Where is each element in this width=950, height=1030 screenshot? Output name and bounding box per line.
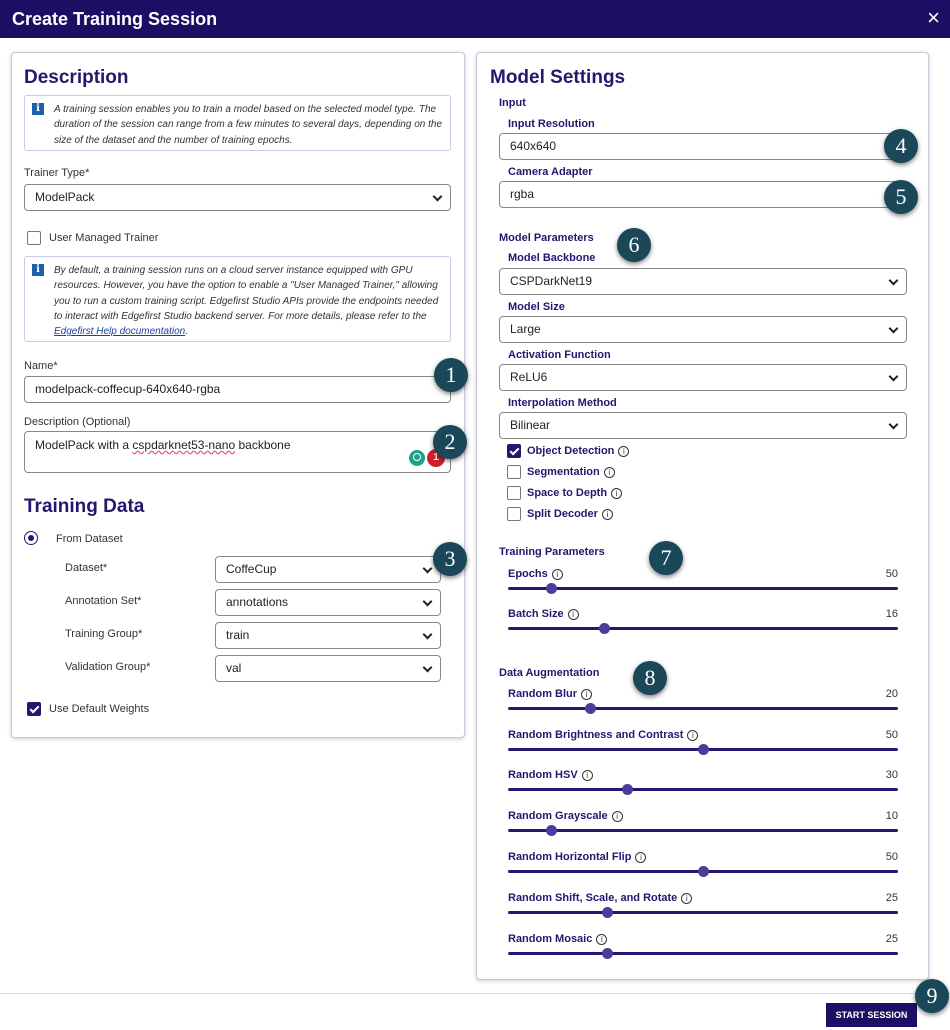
model-parameters-heading: Model Parameters: [499, 232, 594, 244]
slider-track[interactable]: [508, 587, 898, 590]
object-detection-checkbox[interactable]: [507, 444, 521, 458]
training-data-heading: Training Data: [24, 496, 145, 517]
model-settings-heading: Model Settings: [490, 67, 626, 88]
description-textarea[interactable]: ModelPack with a cspdarknet53-nano backbone: [24, 431, 451, 473]
input-resolution-input[interactable]: 640x640: [499, 133, 907, 160]
annotation-set-label: Annotation Set*: [65, 595, 142, 607]
info-circle-icon[interactable]: i: [604, 467, 615, 478]
random-brightness-contrast-slider[interactable]: [508, 729, 898, 757]
space-to-depth-label: Space to Depth i: [527, 487, 622, 499]
info-icon: i: [32, 264, 44, 276]
slider-value: 25: [885, 892, 898, 904]
split-decoder-label: Split Decoder i: [527, 508, 613, 520]
info-circle-icon[interactable]: i: [611, 488, 622, 499]
from-dataset-label: From Dataset: [56, 533, 123, 545]
user-managed-label: User Managed Trainer: [49, 232, 159, 244]
from-dataset-radio[interactable]: [24, 531, 38, 545]
slider-label: Random Blur i: [508, 688, 592, 700]
annotation-badge-5: 5: [884, 180, 918, 214]
description-optional-label: Description (Optional): [24, 416, 131, 428]
trainer-type-label: Trainer Type*: [24, 167, 90, 179]
slider-label: Epochs i: [508, 568, 563, 580]
info-circle-icon[interactable]: i: [602, 509, 613, 520]
activation-function-select[interactable]: ReLU6: [499, 364, 907, 391]
model-size-select[interactable]: Large: [499, 316, 907, 343]
default-weights-label: Use Default Weights: [49, 703, 150, 715]
slider-track[interactable]: [508, 707, 898, 710]
grammar-assistant-icon[interactable]: [409, 450, 425, 466]
info-circle-icon[interactable]: i: [618, 446, 629, 457]
slider-thumb[interactable]: [599, 623, 610, 634]
random-mosaic-slider[interactable]: [508, 933, 898, 961]
annotation-badge-7: 7: [649, 541, 683, 575]
input-heading: Input: [499, 97, 526, 109]
annotation-badge-2: 2: [433, 425, 467, 459]
slider-label: Random Brightness and Contrast i: [508, 729, 698, 741]
slider-thumb[interactable]: [602, 948, 613, 959]
dataset-select[interactable]: CoffeCup: [215, 556, 441, 583]
annotation-badge-6: 6: [617, 228, 651, 262]
training-group-label: Training Group*: [65, 628, 143, 640]
data-augmentation-heading: Data Augmentation: [499, 667, 600, 679]
dialog-footer: [0, 993, 950, 1030]
camera-adapter-input[interactable]: rgba: [499, 181, 907, 208]
info-circle-icon[interactable]: i: [582, 770, 593, 781]
slider-track[interactable]: [508, 788, 898, 791]
slider-value: 50: [885, 851, 898, 863]
slider-value: 30: [885, 769, 898, 781]
close-icon[interactable]: ×: [927, 5, 940, 30]
batch-size-slider[interactable]: [508, 608, 898, 636]
object-detection-label: Object Detection i: [527, 445, 629, 457]
info-circle-icon[interactable]: i: [635, 852, 646, 863]
model-backbone-select[interactable]: CSPDarkNet19: [499, 268, 907, 295]
slider-label: Random Grayscale i: [508, 810, 623, 822]
random-hsv-slider[interactable]: [508, 769, 898, 797]
training-group-select[interactable]: train: [215, 622, 441, 649]
validation-group-select[interactable]: val: [215, 655, 441, 682]
help-documentation-link[interactable]: Edgefirst Help documentation: [54, 326, 186, 338]
dialog-title: Create Training Session: [12, 9, 218, 29]
annotation-badge-4: 4: [884, 129, 918, 163]
user-managed-info-box: [24, 256, 451, 342]
trainer-type-select[interactable]: ModelPack: [24, 184, 451, 211]
info-circle-icon[interactable]: i: [687, 730, 698, 741]
interpolation-method-label: Interpolation Method: [508, 397, 617, 409]
slider-thumb[interactable]: [698, 866, 709, 877]
slider-track[interactable]: [508, 829, 898, 832]
annotation-badge-3: 3: [433, 542, 467, 576]
slider-thumb[interactable]: [622, 784, 633, 795]
slider-thumb[interactable]: [546, 583, 557, 594]
slider-label: Batch Size i: [508, 608, 579, 620]
info-circle-icon[interactable]: i: [581, 689, 592, 700]
description-heading: Description: [24, 67, 129, 88]
default-weights-checkbox[interactable]: [27, 702, 41, 716]
slider-label: Random Horizontal Flip i: [508, 851, 646, 863]
name-input[interactable]: modelpack-coffecup-640x640-rgba: [24, 376, 451, 403]
info-circle-icon[interactable]: i: [552, 569, 563, 580]
slider-thumb[interactable]: [698, 744, 709, 755]
segmentation-label: Segmentation i: [527, 466, 615, 478]
validation-group-label: Validation Group*: [65, 661, 151, 673]
random-blur-slider[interactable]: [508, 688, 898, 716]
dialog-titlebar: [0, 0, 950, 38]
slider-track[interactable]: [508, 911, 898, 914]
slider-label: Random Mosaic i: [508, 933, 607, 945]
description-info-box: [24, 95, 451, 151]
slider-value: 25: [885, 933, 898, 945]
info-circle-icon[interactable]: i: [681, 893, 692, 904]
random-grayscale-slider[interactable]: [508, 810, 898, 838]
annotation-badge-9: 9: [915, 979, 949, 1013]
slider-value: 50: [885, 729, 898, 741]
input-resolution-label: Input Resolution: [508, 118, 595, 130]
info-circle-icon[interactable]: i: [596, 934, 607, 945]
description-info-text: A training session enables you to train a model based on the selected model type. The duration of the session can range from a few minutes to several days, depending on the size of the dataset and the number of training epochs.: [54, 104, 443, 146]
segmentation-checkbox[interactable]: [507, 465, 521, 479]
info-circle-icon[interactable]: i: [612, 811, 623, 822]
info-circle-icon[interactable]: i: [568, 609, 579, 620]
slider-thumb[interactable]: [546, 825, 557, 836]
dataset-label: Dataset*: [65, 562, 108, 574]
epochs-slider[interactable]: [508, 568, 898, 596]
space-to-depth-checkbox[interactable]: [507, 486, 521, 500]
slider-label: Random HSV i: [508, 769, 593, 781]
random-horizontal-flip-slider[interactable]: [508, 851, 898, 879]
name-label: Name*: [24, 360, 58, 372]
grammar-error-count[interactable]: 1: [427, 449, 445, 467]
camera-adapter-label: Camera Adapter: [508, 166, 593, 178]
slider-value: 16: [885, 608, 898, 620]
slider-value: 20: [885, 688, 898, 700]
slider-value: 10: [885, 810, 898, 822]
slider-value: 50: [885, 568, 898, 580]
split-decoder-checkbox[interactable]: [507, 507, 521, 521]
model-backbone-label: Model Backbone: [508, 252, 596, 264]
slider-track[interactable]: [508, 627, 898, 630]
random-shift-scale-rotate-slider[interactable]: [508, 892, 898, 920]
slider-track[interactable]: [508, 952, 898, 955]
start-session-button[interactable]: START SESSION: [826, 1003, 917, 1027]
user-managed-info-text: By default, a training session runs on a cloud server instance equipped with GPU resources. However, you have the option to enable a "User Managed Trainer," allowing you to run a custom training script. Edgefirst Studio APIs provide the endpoints needed to interact with Edgefirst Studio backend server. For more details, please refer to the Edgefirst Help documentation.: [54, 265, 439, 338]
user-managed-checkbox[interactable]: [27, 231, 41, 245]
slider-label: Random Shift, Scale, and Rotate i: [508, 892, 692, 904]
model-size-label: Model Size: [508, 301, 565, 313]
slider-thumb[interactable]: [585, 703, 596, 714]
interpolation-method-select[interactable]: Bilinear: [499, 412, 907, 439]
training-parameters-heading: Training Parameters: [499, 546, 605, 558]
annotation-set-select[interactable]: annotations: [215, 589, 441, 616]
slider-thumb[interactable]: [602, 907, 613, 918]
info-icon: i: [32, 103, 44, 115]
annotation-badge-1: 1: [434, 358, 468, 392]
annotation-badge-8: 8: [633, 661, 667, 695]
activation-function-label: Activation Function: [508, 349, 611, 361]
